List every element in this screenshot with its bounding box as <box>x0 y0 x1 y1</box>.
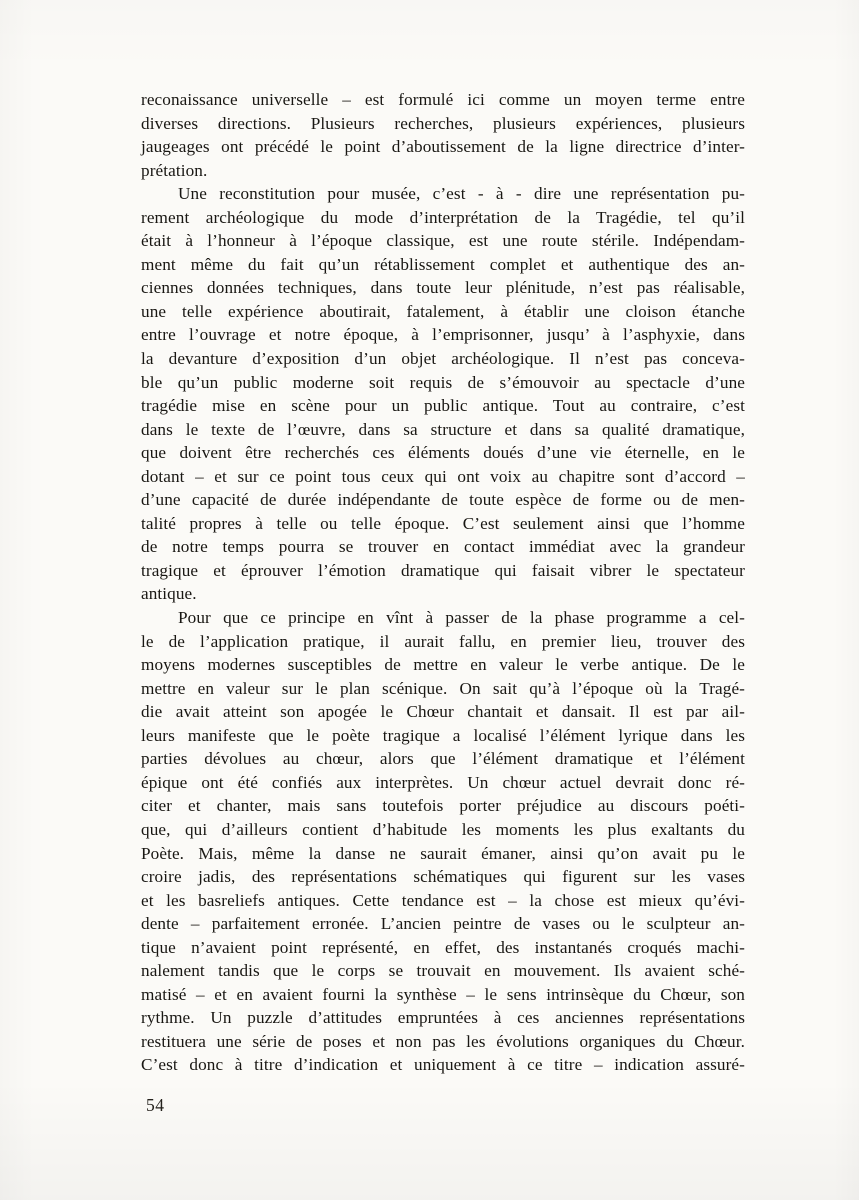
text-line: et les basreliefs antiques. Cette tendance est – la chose est mieux qu’évi- <box>141 890 745 910</box>
text-line: prétation. <box>141 160 208 180</box>
text-line: citer et chanter, mais sans toutefois porter préjudice au discours poéti- <box>141 796 745 816</box>
text-line: Pour que ce principe en vînt à passer de la phase programme a cel- <box>178 608 745 628</box>
text-line: une telle expérience aboutirait, fatalement, à établir une cloison étanche <box>141 301 745 321</box>
text-line: tique n’avaient point représenté, en effet, des instantanés croqués machi- <box>141 937 745 957</box>
text-line: que, qui d’ailleurs contient d’habitude les moments les plus exaltants du <box>141 819 745 839</box>
page-number: 54 <box>146 1095 165 1115</box>
text-line: restituera une série de poses et non pas les évolutions organiques du Chœur. <box>141 1031 745 1051</box>
text-line: épique ont été confiés aux interprètes. Un chœur actuel devrait donc ré- <box>141 772 745 792</box>
text-line: leurs manifeste que le poète tragique a localisé l’élément lyrique dans les <box>141 725 745 745</box>
text-line: moyens modernes susceptibles de mettre en valeur le verbe antique. De le <box>141 655 745 675</box>
text-line: Une reconstitution pour musée, c’est - à - dire une représentation pu- <box>178 184 745 204</box>
text-line: jaugeages ont précédé le point d’aboutissement de la ligne directrice d’inter- <box>141 137 745 157</box>
text-line: tragique et éprouver l’émotion dramatique qui faisait vibrer le spectateur <box>141 560 745 580</box>
text-line: diverses directions. Plusieurs recherches, plusieurs expériences, plusieurs <box>141 113 745 133</box>
text-line: que doivent être recherchés ces éléments doués d’une vie éternelle, en le <box>141 443 745 463</box>
text-line: antique. <box>141 584 197 604</box>
text-line: nalement tandis que le corps se trouvait en mouvement. Ils avaient sché- <box>141 961 745 981</box>
text-line: la devanture d’exposition d’un objet archéologique. Il n’est pas conceva- <box>141 349 745 369</box>
text-line: matisé – et en avaient fourni la synthèse – le sens intrinsèque du Chœur, son <box>141 984 745 1004</box>
paragraph <box>141 182 745 606</box>
text-line: ciennes données techniques, dans toute leur plénitude, n’est pas réalisable, <box>141 278 745 298</box>
text-line: parties dévolues au chœur, alors que l’élément dramatique et l’élément <box>141 749 745 769</box>
text-line: d’une capacité de durée indépendante de toute espèce de forme ou de men- <box>141 490 745 510</box>
text-line: reconaissance universelle – est formulé ici comme un moyen terme entre <box>141 90 745 109</box>
text-line: ble qu’un public moderne soit requis de s’émouvoir au spectacle d’une <box>141 372 745 392</box>
text-line: C’est donc à titre d’indication et uniquement à ce titre – indication assuré- <box>141 1055 745 1075</box>
text-line: rement archéologique du mode d’interprétation de la Tragédie, tel qu’il <box>141 207 745 227</box>
text-line: rythme. Un puzzle d’attitudes empruntées à ces anciennes représentations <box>141 1008 745 1028</box>
text-line: entre l’ouvrage et notre époque, à l’emprisonner, jusqu’ à l’asphyxie, dans <box>141 325 745 345</box>
text-line: talité propres à telle ou telle époque. C’est seulement ainsi que l’homme <box>141 513 745 533</box>
text-line: était à l’honneur à l’époque classique, est une route stérile. Indépendam- <box>141 231 745 251</box>
text-line: ment même du fait qu’un rétablissement complet et authentique des an- <box>141 254 745 274</box>
text-line: le de l’application pratique, il aurait fallu, en premier lieu, trouver des <box>141 631 745 651</box>
text-line: croire jadis, des représentations schématiques qui figurent sur les vases <box>141 867 745 887</box>
text-line: dotant – et sur ce point tous ceux qui ont voix au chapitre sont d’accord – <box>141 466 745 486</box>
text-line: tragédie mise en scène pour un public antique. Tout au contraire, c’est <box>141 396 745 416</box>
paragraph <box>141 88 745 182</box>
text-block <box>141 88 745 1077</box>
text-line: mettre en valeur sur le plan scénique. On sait qu’à l’époque où la Tragé- <box>141 678 745 698</box>
text-line: dente – parfaitement erronée. L’ancien peintre de vases ou le sculpteur an- <box>141 914 745 934</box>
text-line: Poète. Mais, même la danse ne saurait émaner, ainsi qu’on avait pu le <box>141 843 745 863</box>
text-line: dans le texte de l’œuvre, dans sa structure et dans sa qualité dramatique, <box>141 419 745 439</box>
text-line: die avait atteint son apogée le Chœur chantait et dansait. Il est par ail- <box>141 702 745 722</box>
text-line: de notre temps pourra se trouver en contact immédiat avec la grandeur <box>141 537 745 557</box>
paragraph <box>141 606 745 1077</box>
